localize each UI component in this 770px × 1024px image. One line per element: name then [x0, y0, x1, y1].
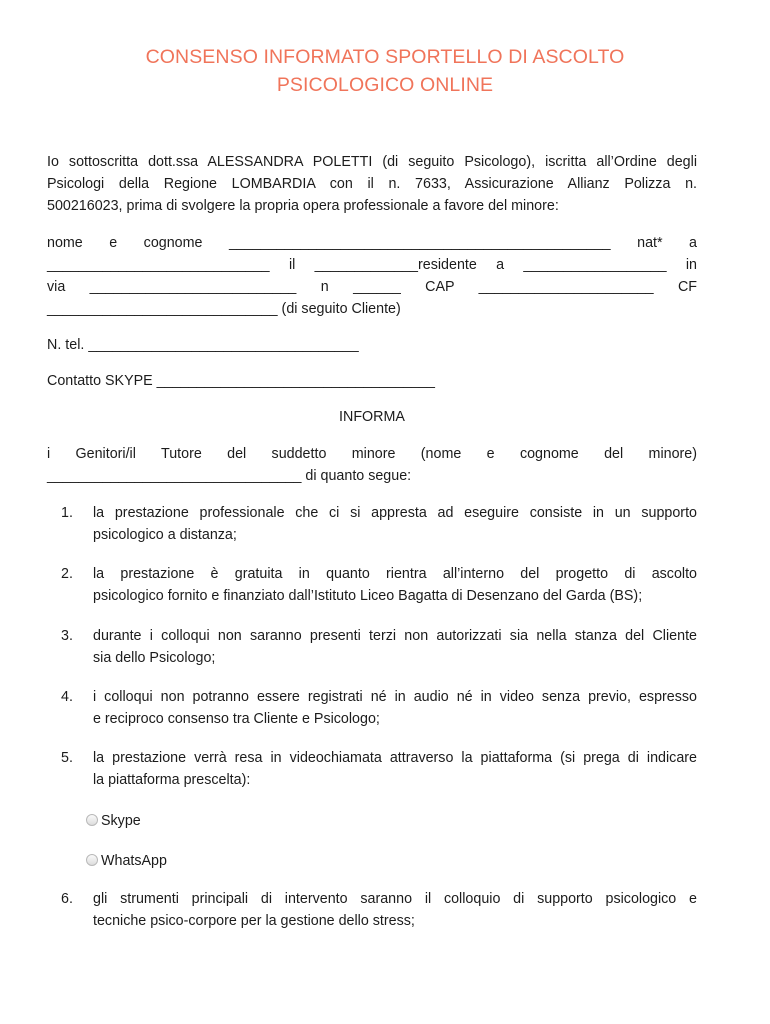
intro-line: 500216023, prima di svolgere la propria opera professionale a favore del minore:: [47, 198, 559, 214]
list-item-number: 4.: [61, 689, 73, 705]
document-title: [0, 43, 770, 99]
list-item-text: psicologico a distanza;: [93, 527, 237, 543]
intro-line: Io sottoscritta dott.ssa ALESSANDRA POLETTI (di seguito Psicologo), iscritta all’Ordine degli: [47, 154, 697, 170]
parents-line: i Genitori/il Tutore del suddetto minore (nome e cognome del minore): [47, 446, 697, 462]
platform-option-label: WhatsApp: [101, 853, 167, 869]
list-item-text: sia dello Psicologo;: [93, 650, 216, 666]
informa-text: INFORMA: [339, 409, 405, 425]
form-address-line: via __________________________ n ______ CAP ______________________ CF: [47, 279, 697, 295]
platform-option-skype[interactable]: [86, 810, 141, 832]
form-birth-line: ____________________________ il _____________residente a __________________ in: [47, 257, 697, 273]
list-item-text: durante i colloqui non saranno presenti terzi non autorizzati sia nella stanza del Cliente: [93, 628, 697, 644]
list-item-text: la prestazione professionale che ci si appresta ad eseguire consiste in un supporto: [93, 505, 697, 521]
list-item-text: gli strumenti principali di intervento saranno il colloquio di supporto psicologico e: [93, 891, 697, 907]
client-form-block: [47, 232, 697, 320]
informa-heading: [47, 406, 697, 428]
list-item-number: 6.: [61, 891, 73, 907]
list-item-text: tecniche psico-corpore per la gestione dello stress;: [93, 913, 415, 929]
intro-line: Psicologi della Regione LOMBARDIA con il n. 7633, Assicurazione Allianz Polizza n.: [47, 176, 697, 192]
list-item-number: 1.: [61, 505, 73, 521]
skype-line: Contatto SKYPE ___________________________________: [47, 373, 435, 389]
list-item-number: 5.: [61, 750, 73, 766]
list-item-text: e reciproco consenso tra Cliente e Psicologo;: [93, 711, 380, 727]
platform-option-label: Skype: [101, 813, 141, 829]
phone-field: [47, 334, 697, 356]
list-item-text: la prestazione verrà resa in videochiamata attraverso la piattaforma (si prega di indicare: [93, 750, 697, 766]
title-line-1: CONSENSO INFORMATO SPORTELLO DI ASCOLTO: [145, 46, 625, 68]
form-name-line: nome e cognome ________________________________________________ nat* a: [47, 235, 697, 251]
list-item-text: psicologico fornito e finanziato dall’Istituto Liceo Bagatta di Desenzano del Garda (BS);: [93, 588, 643, 604]
parents-line: ________________________________ di quanto segue:: [47, 468, 412, 484]
intro-paragraph: [47, 151, 697, 217]
list-item-number: 2.: [61, 566, 73, 582]
platform-option-whatsapp[interactable]: [86, 850, 167, 872]
list-item-text: i colloqui non potranno essere registrati né in audio né in video senza previo, espresso: [93, 689, 697, 705]
radio-button-icon[interactable]: [86, 814, 98, 826]
phone-line: N. tel. __________________________________: [47, 337, 359, 353]
list-item-text: la piattaforma prescelta):: [93, 772, 251, 788]
parents-paragraph: [47, 443, 697, 487]
list-item-number: 3.: [61, 628, 73, 644]
form-client-line: _____________________________ (di seguito Cliente): [47, 301, 401, 317]
title-line-2: PSICOLOGICO ONLINE: [276, 74, 494, 96]
radio-button-icon[interactable]: [86, 854, 98, 866]
list-item-text: la prestazione è gratuita in quanto rientra all’interno del progetto di ascolto: [93, 566, 697, 582]
skype-field: [47, 370, 697, 392]
